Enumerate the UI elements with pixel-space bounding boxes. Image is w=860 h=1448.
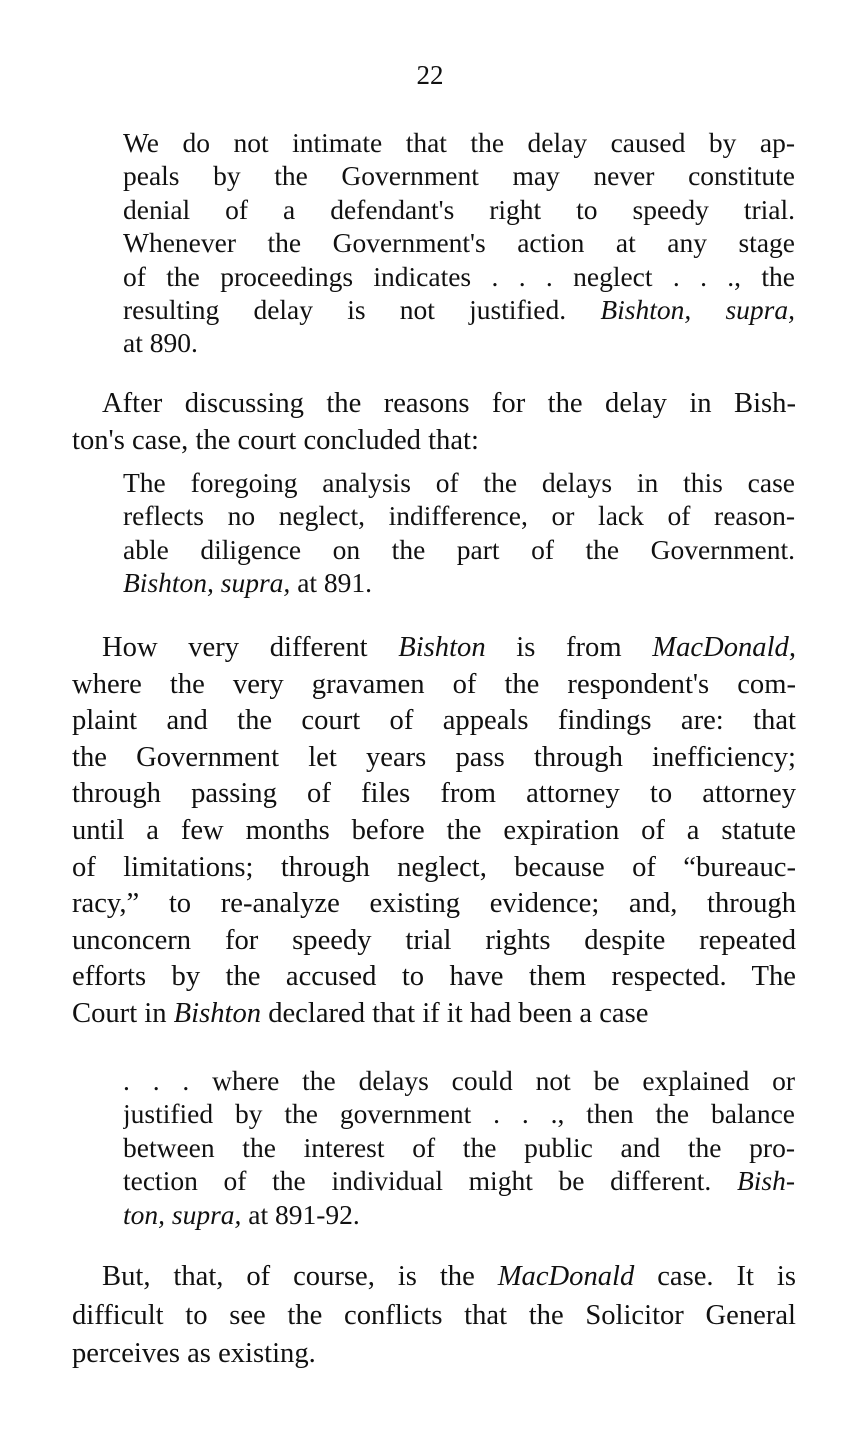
case-citation: Bishton bbox=[398, 632, 486, 663]
text-line bbox=[72, 386, 796, 423]
text-line bbox=[72, 630, 796, 667]
text-run: difficult to see the conflicts that the Solicitor General bbox=[72, 1299, 796, 1331]
text-line bbox=[72, 923, 796, 960]
text-run: racy,” to re-analyze existing evidence; and, through bbox=[72, 888, 796, 920]
text-line bbox=[123, 499, 795, 532]
text-line bbox=[123, 260, 795, 293]
text-line bbox=[123, 1064, 795, 1097]
text-line bbox=[72, 423, 796, 460]
paragraph bbox=[72, 1258, 796, 1374]
text-line bbox=[123, 1097, 795, 1130]
page-number: 22 bbox=[416, 60, 444, 90]
text-run: Whenever the Government's action at any stage bbox=[123, 227, 795, 259]
text-line bbox=[123, 293, 795, 326]
text-run: plaint and the court of appeals findings are: that bbox=[72, 705, 796, 737]
text-line bbox=[123, 126, 795, 159]
text-run: peals by the Government may never constitute bbox=[123, 160, 795, 192]
case-citation: MacDonald, bbox=[652, 632, 796, 663]
paragraph bbox=[72, 386, 796, 459]
text-run: efforts by the accused to have them respected. The bbox=[72, 961, 796, 993]
text-run: able diligence on the part of the Government. bbox=[123, 533, 795, 565]
text-line bbox=[123, 159, 795, 192]
text-line bbox=[72, 776, 796, 813]
text-run: of the proceedings indicates . . . neglect . . ., the bbox=[123, 260, 795, 292]
text-run: How very different bbox=[102, 632, 399, 663]
text-run: at 890. bbox=[123, 327, 198, 359]
text-run: the Government let years pass through inefficiency; bbox=[72, 741, 796, 773]
text-run: is from bbox=[485, 632, 653, 663]
text-line bbox=[72, 1297, 796, 1336]
text-run: declared that if it had been a case bbox=[261, 997, 649, 1029]
case-citation: Bishton, supra, bbox=[600, 294, 795, 326]
text-run: perceives as existing. bbox=[72, 1338, 316, 1369]
text-run: But, that, of course, is the bbox=[102, 1261, 498, 1292]
text-run: resulting delay is not justified. bbox=[123, 294, 601, 326]
text-run: where the very gravamen of the respondent's com- bbox=[72, 668, 796, 700]
text-run: of limitations; through neglect, because of “bureauc- bbox=[72, 851, 796, 883]
text-run: We do not intimate that the delay caused by ap- bbox=[123, 127, 795, 158]
text-run: through passing of files from attorney to attorney bbox=[72, 778, 796, 810]
text-run: case. It is bbox=[634, 1261, 796, 1292]
text-line bbox=[123, 466, 795, 499]
text-line bbox=[72, 1258, 796, 1297]
case-citation: ton, supra, bbox=[123, 1198, 242, 1230]
text-line bbox=[123, 193, 795, 226]
text-run: ton's case, the court concluded that: bbox=[72, 424, 479, 456]
text-run: unconcern for speedy trial rights despite repeated bbox=[72, 924, 796, 956]
paragraph bbox=[72, 630, 796, 1033]
text-line bbox=[123, 1198, 795, 1231]
text-run: tection of the individual might be different. bbox=[123, 1165, 737, 1197]
text-line bbox=[72, 1335, 796, 1374]
text-line bbox=[72, 740, 796, 777]
text-run: denial of a defendant's right to speedy trial. bbox=[123, 193, 795, 225]
block-quote bbox=[123, 466, 795, 600]
text-line bbox=[72, 996, 796, 1033]
case-citation: Bishton, supra, bbox=[123, 567, 291, 599]
text-line bbox=[123, 326, 795, 359]
text-line bbox=[123, 1164, 795, 1197]
text-run: The foregoing analysis of the delays in this case bbox=[123, 467, 795, 498]
block-quote bbox=[123, 126, 795, 360]
case-citation: Bishton bbox=[173, 997, 262, 1029]
block-quote bbox=[123, 1064, 795, 1231]
text-run: reflects no neglect, indifference, or lack of reason- bbox=[123, 500, 795, 532]
text-run: After discussing the reasons for the delay in Bish- bbox=[102, 388, 796, 419]
text-line bbox=[72, 959, 796, 996]
text-run: between the interest of the public and the pro- bbox=[123, 1131, 795, 1163]
text-line bbox=[123, 1131, 795, 1164]
text-run: at 891-92. bbox=[241, 1198, 360, 1230]
text-run: . . . where the delays could not be explained or bbox=[123, 1065, 795, 1096]
text-run: Court in bbox=[72, 997, 174, 1029]
case-citation: Bish- bbox=[736, 1165, 795, 1197]
text-line bbox=[123, 226, 795, 259]
text-line bbox=[72, 850, 796, 887]
text-line bbox=[72, 703, 796, 740]
text-line bbox=[123, 533, 795, 566]
text-run: at 891. bbox=[290, 567, 373, 599]
text-run: justified by the government . . ., then the balance bbox=[123, 1098, 795, 1130]
text-line bbox=[72, 667, 796, 704]
text-line bbox=[123, 566, 795, 599]
text-line bbox=[72, 886, 796, 923]
text-line bbox=[72, 813, 796, 850]
case-citation: MacDonald bbox=[497, 1261, 635, 1292]
text-run: until a few months before the expiration of a statute bbox=[72, 814, 796, 846]
